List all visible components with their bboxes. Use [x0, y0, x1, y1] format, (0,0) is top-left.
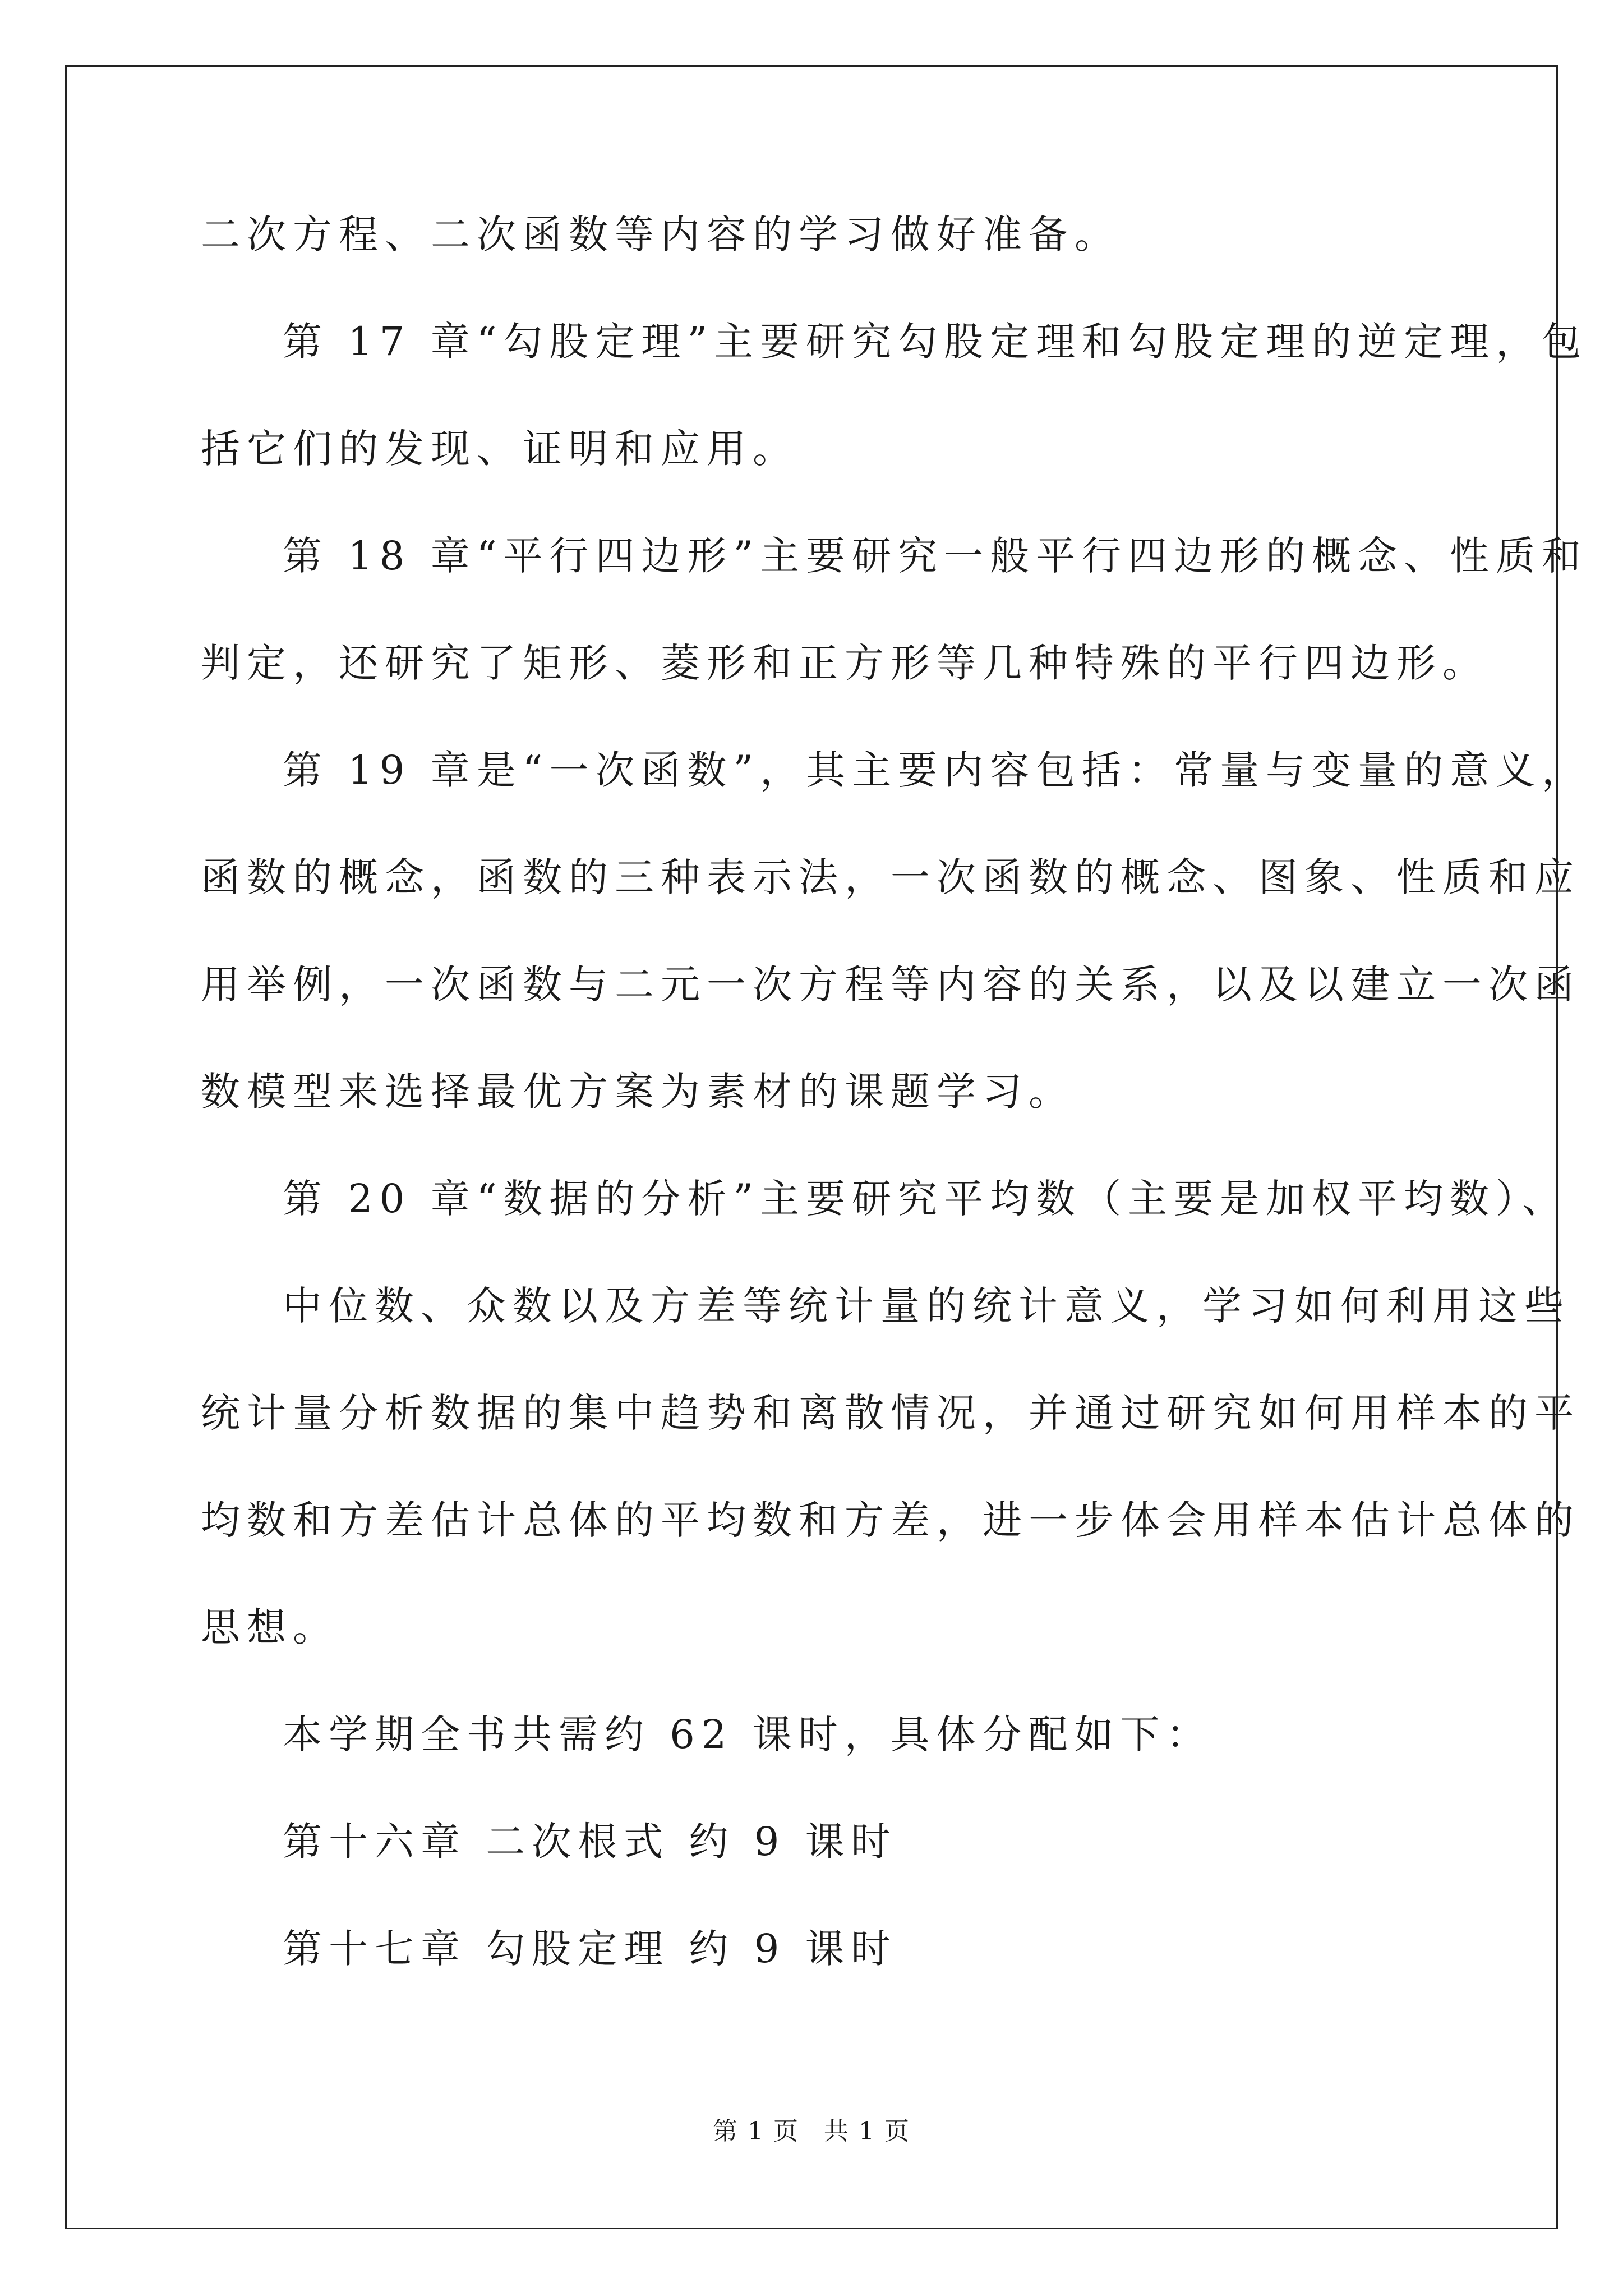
body-line-9: 数模型来选择最优方案为素材的课题学习。: [201, 1069, 1075, 1115]
body-line-5: 判定，还研究了矩形、菱形和正方形等几种特殊的平行四边形。: [201, 640, 1488, 686]
body-line-4: 第 18 章“平行四边形”主要研究一般平行四边形的概念、性质和: [283, 533, 1588, 579]
body-line-3: 括它们的发现、证明和应用。: [201, 426, 799, 472]
chapter-17-allocation: 第十七章 勾股定理 约 9 课时: [283, 1926, 897, 1972]
chapter-16-allocation: 第十六章 二次根式 约 9 课时: [283, 1819, 897, 1865]
page-footer: [0, 2116, 1623, 2147]
body-line-12: 统计量分析数据的集中趋势和离散情况，并通过研究如何用样本的平: [201, 1390, 1580, 1436]
body-line-8: 用举例，一次函数与二元一次方程等内容的关系，以及以建立一次函: [201, 961, 1580, 1007]
body-line-13: 均数和方差估计总体的平均数和方差，进一步体会用样本估计总体的: [201, 1497, 1580, 1543]
body-line-2: 第 17 章“勾股定理”主要研究勾股定理和勾股定理的逆定理，包: [283, 319, 1588, 365]
page-number: 第 1 页: [713, 2117, 799, 2146]
page-border: [65, 65, 1558, 2229]
body-line-1: 二次方程、二次函数等内容的学习做好准备。: [201, 211, 1121, 257]
body-line-15: 本学期全书共需约 62 课时，具体分配如下：: [283, 1711, 1212, 1757]
page-total: 共 1 页: [824, 2117, 910, 2146]
body-line-6: 第 19 章是“一次函数”，其主要内容包括：常量与变量的意义，: [283, 747, 1588, 793]
body-line-11: 中位数、众数以及方差等统计量的统计意义，学习如何利用这些: [283, 1283, 1570, 1329]
body-line-7: 函数的概念，函数的三种表示法，一次函数的概念、图象、性质和应: [201, 854, 1580, 900]
body-line-14: 思想。: [201, 1604, 339, 1650]
body-line-10: 第 20 章“数据的分析”主要研究平均数（主要是加权平均数）、: [283, 1176, 1569, 1222]
